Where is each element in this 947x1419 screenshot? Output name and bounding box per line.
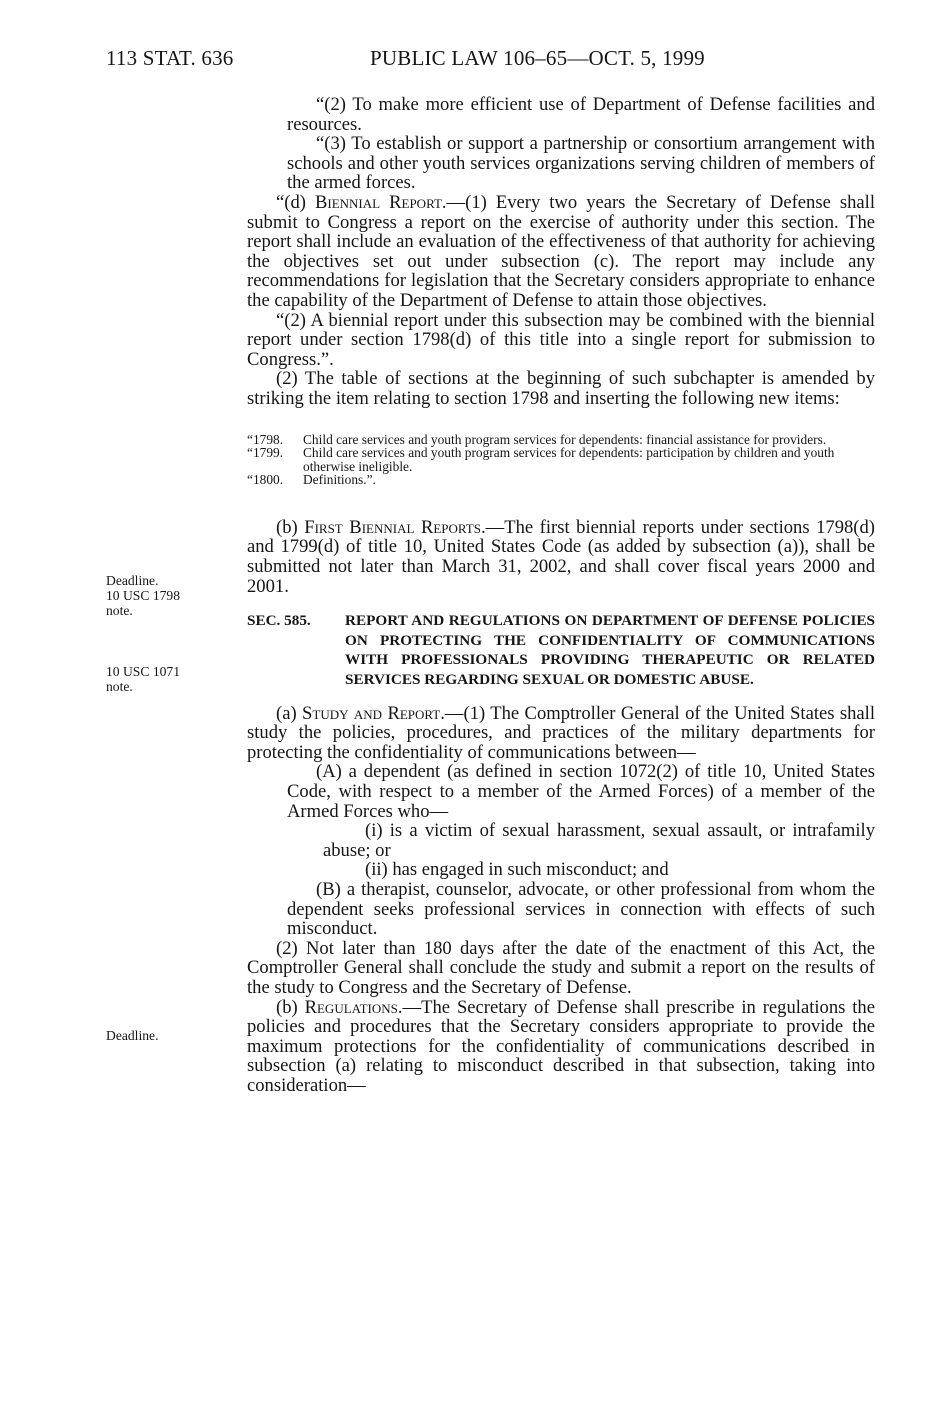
margin-note-usc-1071 — [106, 664, 216, 694]
table-item — [247, 473, 875, 487]
margin-note-line: note. — [106, 603, 133, 618]
table-of-sections — [247, 433, 875, 487]
subsection-d-heading: Biennial Report. — [314, 191, 447, 213]
margin-note-deadline — [106, 1028, 216, 1043]
margin-note-line: Deadline. — [106, 573, 159, 588]
paragraph-2: “(2) To make more efficient use of Department of Defense facilities and resources. — [287, 94, 875, 135]
clause-i: (i) is a victim of sexual harassment, sexual assault, or intrafamily abuse; or — [323, 820, 875, 861]
subsection-d-text: —(1) Every two years the Secretary of Defense shall submit to Congress a report on the exercise of authority under this section. The report shall include an evaluation of the effectiveness of that authority for achieving the objectives set out under subsection (c). The report may include any recommendations for legislation that the Secretary considers appropriate to enhance the capability of the Department of Defense to attain those objectives. — [247, 191, 875, 311]
table-item — [247, 433, 875, 447]
section-title: REPORT AND REGULATIONS ON DEPARTMENT OF DEFENSE POLICIES ON PROTECTING THE CONFIDENTIALITY OF COMMUNICATIONS WITH PROFESSIONALS PROVIDING THERAPEUTIC OR RELATED SERVICES REGARDING SEXUAL OR DOMESTIC ABUSE. — [345, 612, 875, 689]
paragraph-3: “(3) To establish or support a partnership or consortium arrangement with schools and other youth services organizations serving children of members of the armed forces. — [287, 133, 875, 194]
subsection-a-prefix: (a) — [276, 702, 303, 724]
subsection-b-prefix: (b) — [276, 516, 305, 538]
subsection-a-study — [247, 704, 875, 763]
running-header: PUBLIC LAW 106–65—OCT. 5, 1999 — [370, 46, 705, 70]
clause-A: (A) a dependent (as defined in section 1072(2) of title 10, United States Code, with respect to a member of the Armed Forces) of a member of the Armed Forces who— — [287, 761, 875, 822]
table-item-number: “1798. — [247, 431, 284, 447]
subsection-b-first-reports — [247, 518, 875, 596]
margin-note-line: note. — [106, 679, 133, 694]
clause-B: (B) a therapist, counselor, advocate, or other professional from whom the dependent seeks professional services in connection with effects of such misconduct. — [287, 878, 875, 940]
subsection-a-heading: Study and Report. — [302, 702, 445, 724]
subsection-b-heading: First Biennial Reports. — [304, 516, 486, 538]
table-item-text: Child care services and youth program services for dependents: financial assistance for providers. — [303, 431, 827, 447]
margin-note-line: 10 USC 1071 — [106, 664, 181, 679]
subsection-b-regulations — [247, 998, 875, 1096]
subsection-d — [247, 193, 875, 311]
subsection-d-2: “(2) A biennial report under this subsection may be combined with the biennial report under section 1798(d) of this title into a single report for submission to Congress.”. — [247, 309, 875, 370]
subsection-d-prefix: “(d) — [276, 191, 315, 213]
clause-ii: (ii) has engaged in such misconduct; and — [365, 859, 669, 881]
table-item — [247, 446, 875, 473]
section-heading — [247, 611, 875, 689]
page-stat-number: 113 STAT. 636 — [106, 46, 234, 70]
margin-note-line: Deadline. — [106, 1028, 159, 1043]
subsection-a-text: —(1) The Comptroller General of the United States shall study the policies, procedures, and practices of the military departments for protecting the confidentiality of communications between— — [247, 702, 876, 763]
paragraph-a-2: (2) Not later than 180 days after the date of the enactment of this Act, the Comptroller General shall conclude the study and submit a report on the results of the study to Congress and the Secretary of Defense. — [247, 937, 875, 998]
margin-note-line: 10 USC 1798 — [106, 588, 181, 603]
table-item-text: Definitions.”. — [303, 472, 376, 488]
table-item-number: “1799. — [247, 445, 284, 461]
table-amendment: (2) The table of sections at the beginning of such subchapter is amended by striking the item relating to section 1798 and inserting the following new items: — [247, 368, 875, 409]
body-text — [247, 95, 875, 1096]
regulations-prefix: (b) — [276, 996, 305, 1018]
table-item-number: “1800. — [247, 472, 284, 488]
section-number: SEC. 585. — [247, 612, 311, 630]
margin-note-deadline-1798 — [106, 573, 216, 618]
regulations-heading: Regulations. — [304, 996, 403, 1018]
subsection-b-text: —The first biennial reports under sections 1798(d) and 1799(d) of title 10, United States Code (as added by subsection (a)), shall be submitted not later than March 31, 2002, and shall cover fiscal years 2000 and 2001. — [247, 516, 875, 597]
table-item-text: Child care services and youth program services for dependents: participation by children and youth otherwise ineligible. — [303, 445, 835, 474]
regulations-text: —The Secretary of Defense shall prescribe in regulations the policies and procedures that the Secretary considers appropriate to provide the maximum protections for the confidentiality of communications described in subsection (a) relating to misconduct described in that subsection, taking into consideration— — [247, 996, 875, 1096]
